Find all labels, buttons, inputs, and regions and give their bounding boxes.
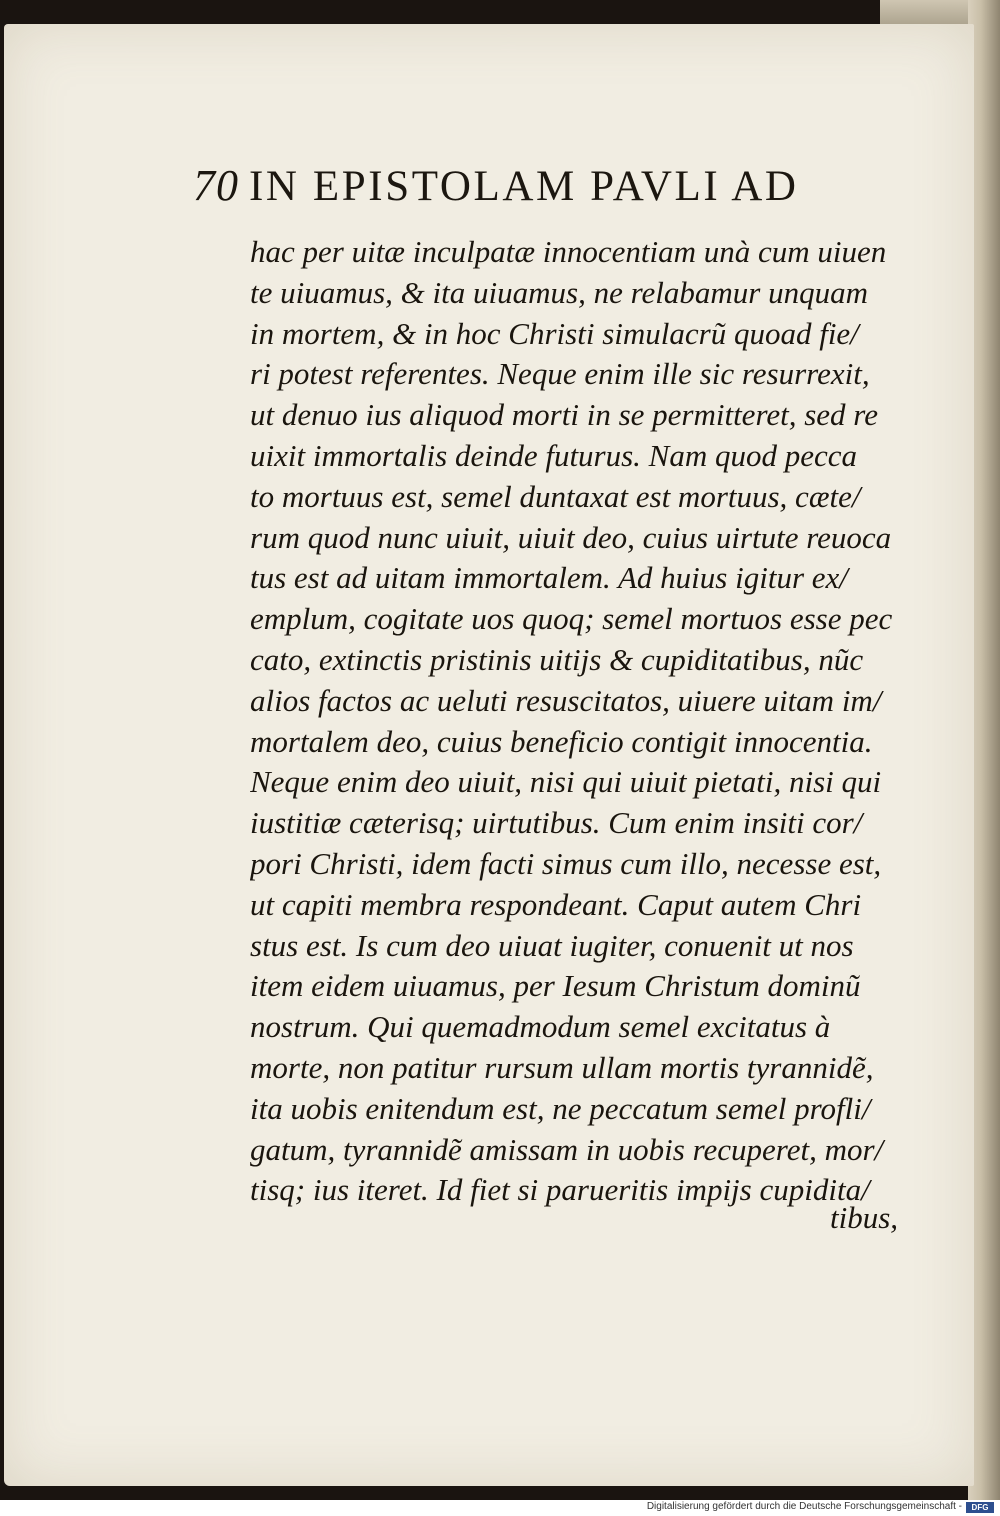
text-line: uixit immortalis deinde futurus. Nam quod pecca bbox=[250, 437, 858, 473]
text-line: te uiuamus, & ita uiuamus, ne relabamur unquam bbox=[250, 274, 868, 310]
digitization-credit: Digitalisierung gefördert durch die Deutsche Forschungsgemeinschaft - bbox=[646, 1501, 962, 1512]
text-line: cato, extinctis pristinis uitijs & cupiditatibus, nũc bbox=[250, 641, 864, 677]
text-line: tus est ad uitam immortalem. Ad huius igitur ex/ bbox=[250, 560, 848, 596]
dfg-logo: DFG bbox=[966, 1502, 994, 1513]
catchword: tibus, bbox=[830, 1200, 899, 1235]
text-line: emplum, cogitate uos quoq; semel mortuos esse pec bbox=[250, 601, 893, 637]
body-text bbox=[250, 232, 910, 1211]
text-line: nostrum. Qui quemadmodum semel excitatus à bbox=[250, 1009, 831, 1045]
text-line: iustitiæ cæterisq; uirtutibus. Cum enim insiti cor/ bbox=[250, 805, 863, 841]
running-head-title: IN EPISTOLAM PAVLI AD bbox=[249, 163, 799, 210]
text-line: Neque enim deo uiuit, nisi qui uiuit pietati, nisi qui bbox=[250, 764, 882, 800]
text-line: mortalem deo, cuius beneficio contigit innocentia. bbox=[250, 723, 873, 759]
text-line: ut denuo ius aliquod morti in se permitteret, sed re bbox=[250, 397, 878, 433]
text-line: rum quod nunc uiuit, uiuit deo, cuius uirtute reuoca bbox=[250, 519, 892, 555]
text-line: gatum, tyrannidẽ amissam in uobis recuperet, mor/ bbox=[250, 1131, 884, 1167]
page-number: 70 bbox=[193, 161, 239, 210]
text-line: to mortuus est, semel duntaxat est mortuus, cæte/ bbox=[250, 478, 861, 514]
text-line: ut capiti membra respondeant. Caput autem Chri bbox=[250, 886, 862, 922]
text-line: ri potest referentes. Neque enim ille sic resurrexit, bbox=[250, 356, 870, 392]
running-head bbox=[193, 160, 895, 211]
text-line: morte, non patitur rursum ullam mortis tyrannidẽ, bbox=[250, 1049, 874, 1085]
text-line: in mortem, & in hoc Christi simulacrũ quoad fie/ bbox=[250, 315, 859, 351]
text-line: tisq; ius iteret. Id fiet si parueritis impijs cupidita/ bbox=[250, 1172, 870, 1208]
text-line: pori Christi, idem facti simus cum illo, necesse est, bbox=[250, 845, 882, 881]
text-line: hac per uitæ inculpatæ innocentiam unà cum uiuen bbox=[250, 234, 887, 269]
text-line: alios factos ac ueluti resuscitatos, uiuere uitam im/ bbox=[250, 682, 882, 718]
text-line: stus est. Is cum deo uiuat iugiter, conuenit ut nos bbox=[250, 927, 854, 963]
text-line: ita uobis enitendum est, ne peccatum semel profli/ bbox=[250, 1090, 871, 1126]
text-line: item eidem uiuamus, per Iesum Christum dominũ bbox=[250, 968, 861, 1004]
